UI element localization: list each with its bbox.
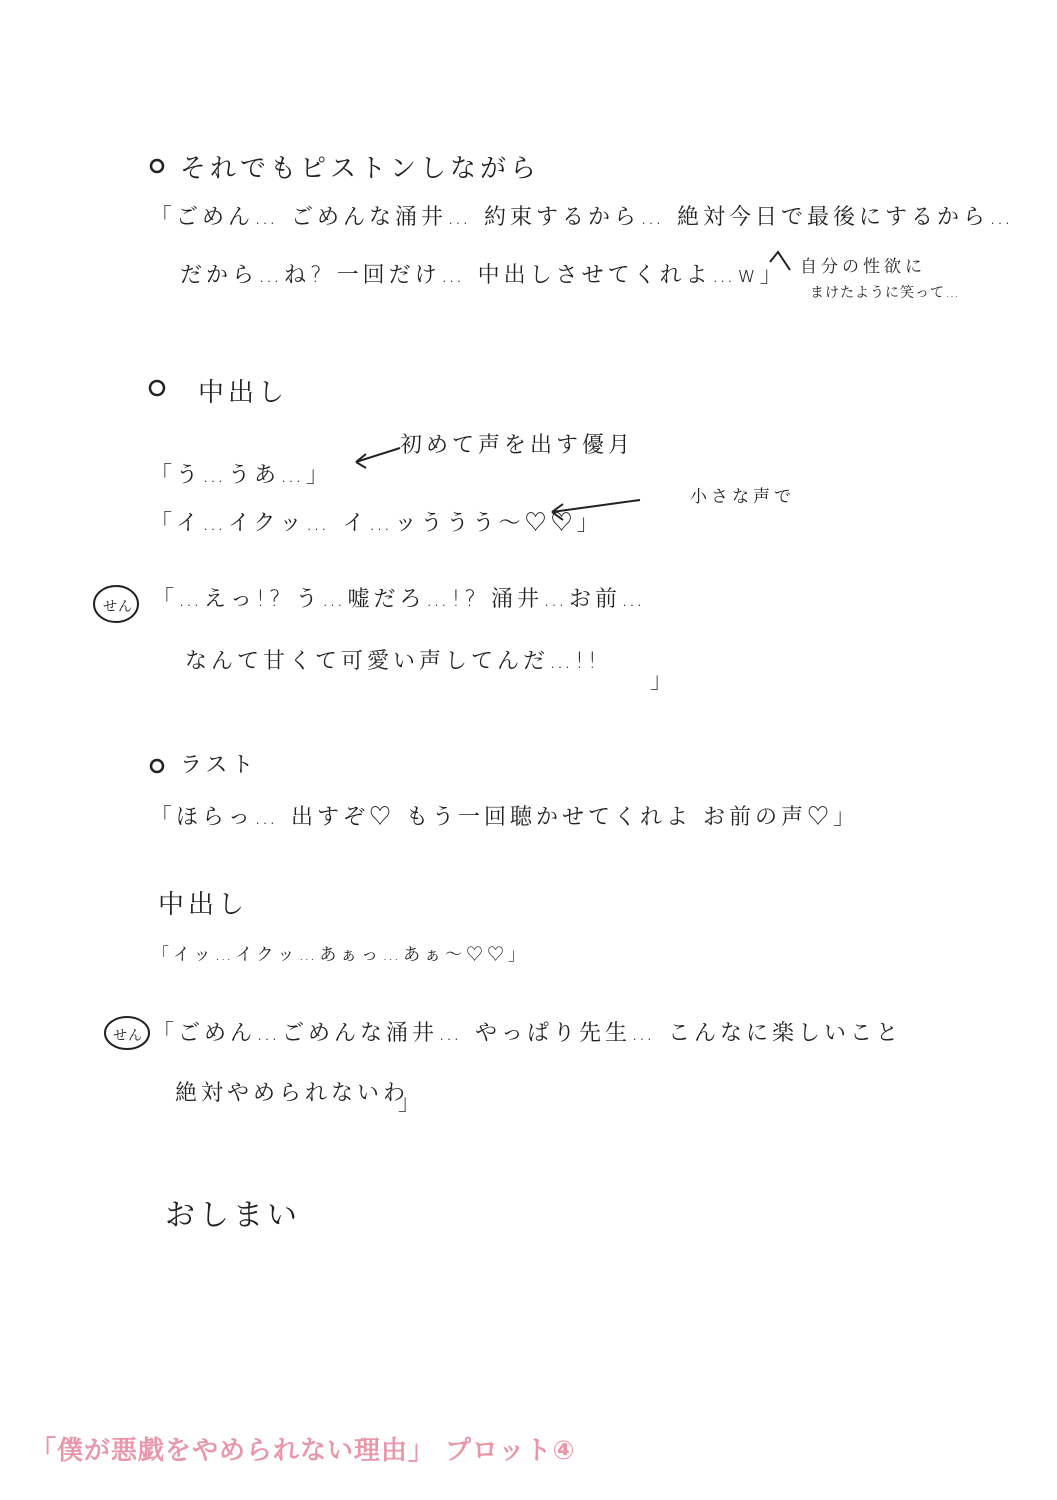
section2-line2-note: 小さな声で [690,487,795,507]
bullet-icon [151,760,163,772]
bullet-icon [150,381,164,395]
bullet-icon [151,160,163,172]
section2-speaker: せん [103,599,133,615]
section2-line1: 「う…うあ…」 [150,463,333,488]
section2-heading: 中出し [198,378,289,408]
section3-speaker: せん [113,1028,143,1044]
section1-line2: だから…ね? 一回だけ… 中出しさせてくれよ…w」 [180,263,786,288]
section3-heading: ラスト [180,753,258,778]
section2-line3: 「…えっ!? う…嘘だろ…!? 涌井…お前… [152,587,647,612]
section1-note-line1: 自分の性欲に [800,257,926,277]
section1-heading: それでもピストンしながら [180,154,541,184]
section3-line1: 「ほらっ… 出すぞ♡ もう一回聴かせてくれよ お前の声♡」 [150,805,859,830]
page-footer-title: 「僕が悪戯をやめられない理由」 プロット④ [30,1436,576,1466]
section2-line4: なんて甘くて可愛い声してんだ…!! [185,649,601,674]
section3-line3: 「ごめん…ごめんな涌井… やっぱり先生… こんなに楽しいこと [152,1021,902,1046]
section3-subheading: 中出し [158,890,249,920]
section3-line4-end: 」 [398,1091,425,1116]
ending-text: おしまい [165,1198,301,1233]
section2-line1-note: 初めて声を出す優月 [400,433,635,458]
section1-line1: 「ごめん… ごめんな涌井… 約束するから… 絶対今日で最後にするから… [150,205,1015,230]
section3-line2: 「イッ…イクッ…あぁっ…あぁ〜♡♡」 [152,945,529,965]
section1-note-line2: まけたように笑って… [810,285,960,301]
section2-line2: 「イ…イクッ… イ…ッううう〜♡♡」 [150,511,603,536]
section2-line4-end: 」 [650,669,677,694]
section3-line4: 絶対やめられないわ [175,1081,410,1106]
arrow-icon [356,448,400,468]
